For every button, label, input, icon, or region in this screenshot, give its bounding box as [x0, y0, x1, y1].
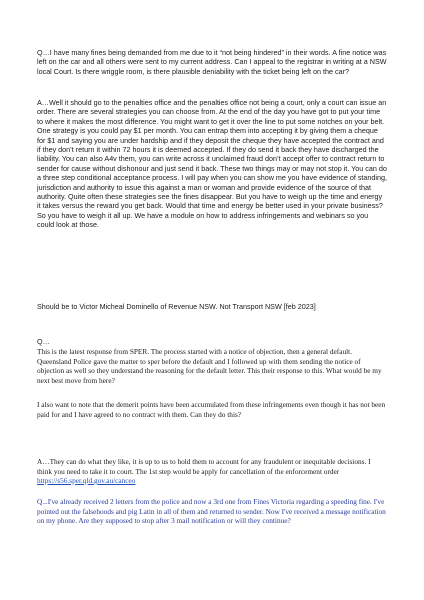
question-paragraph-fines-victoria: Q...I've already received 2 letters from the police and now a 3rd one from Fines Victoria regarding a speeding fine. I've pointed out the falsehoods and pig Latin in all of them and returned to sender. Now I've received a message notification on my phone. Are they supposed to stop after 3 mail notification or will they continue? — [37, 497, 386, 525]
answer-text-sper: A…They can do what they like, it is up to us to hold them to account for any fraudulent or inequitable decisions. I think you need to take it to court. The 1st step would be apply for cancellation of the enforcement order — [37, 457, 371, 476]
question-paragraph-fines: Q…I have many fines being demanded from me due to it “not being hindered” in their words. A fine notice was left on the car and all others were sent to my current address. Can I appeal to the registrar in writing at a NSW local Court. Is there wriggle room, is there plausible deniability with the ticket being left on the car? — [37, 48, 387, 76]
cancellation-link[interactable]: https://s56.sper.qld.gov.au/canceo — [37, 476, 136, 485]
question-marker-sper: Q… — [37, 337, 50, 346]
answer-paragraph-sper — [37, 457, 387, 486]
question-paragraph-sper: This is the latest response from SPER. The process started with a notice of objection, then a general default. Queensland Police gave the matter to sper before the default and I followed up with them sending the notice of objection as well so they understand the reasoning for the default letter. This their response to this. What would be my next best move from here? — [37, 347, 382, 385]
answer-paragraph-fines: A…Well it should go to the penalties office and the penalties office not being a court, only a court can issue an order. There are several strategies you can choose from. At the end of the day you have got to put your time to where it makes the most difference. You might want to get it over the line to put some notches on your belt. One strategy is you could pay $1 per month. You can entrap them into accepting it by giving them a cheque for $1 and saying you are under hardship and if they deposit the cheque they have accepted the contract and if they don’t return it within 72 hours it is deemed accepted. If they do send it back they have discharged the liability. You can also A4v them, you can write across it unclaimed fraud don’t accept offer to contract return to sender for cause without dishonour and just send it back. These two things may or may not stop it. You can do a three step conditional acceptance process. I will pay when you can show me you have evidence of standing, jurisdiction and authority to issue this against a man or woman and provide evidence of the source of that authority. Quite often these strategies see the fines disappear. But you have to weigh up the time and energy it takes versus the reward you get back. Would that time and energy be better used in your private business? So you have to weigh it all up. We have a module on how to address infringements and webinars so you could look at those. — [37, 98, 388, 230]
note-paragraph: Should be to Victor Micheal Dominello of Revenue NSW. Not Transport NSW [feb 2023] — [37, 302, 316, 311]
question-paragraph-demerit: I also want to note that the demerit points have been accumulated from these infringements even though it has not been paid for and I have agreed to no contract with them. Can they do this? — [37, 400, 386, 419]
